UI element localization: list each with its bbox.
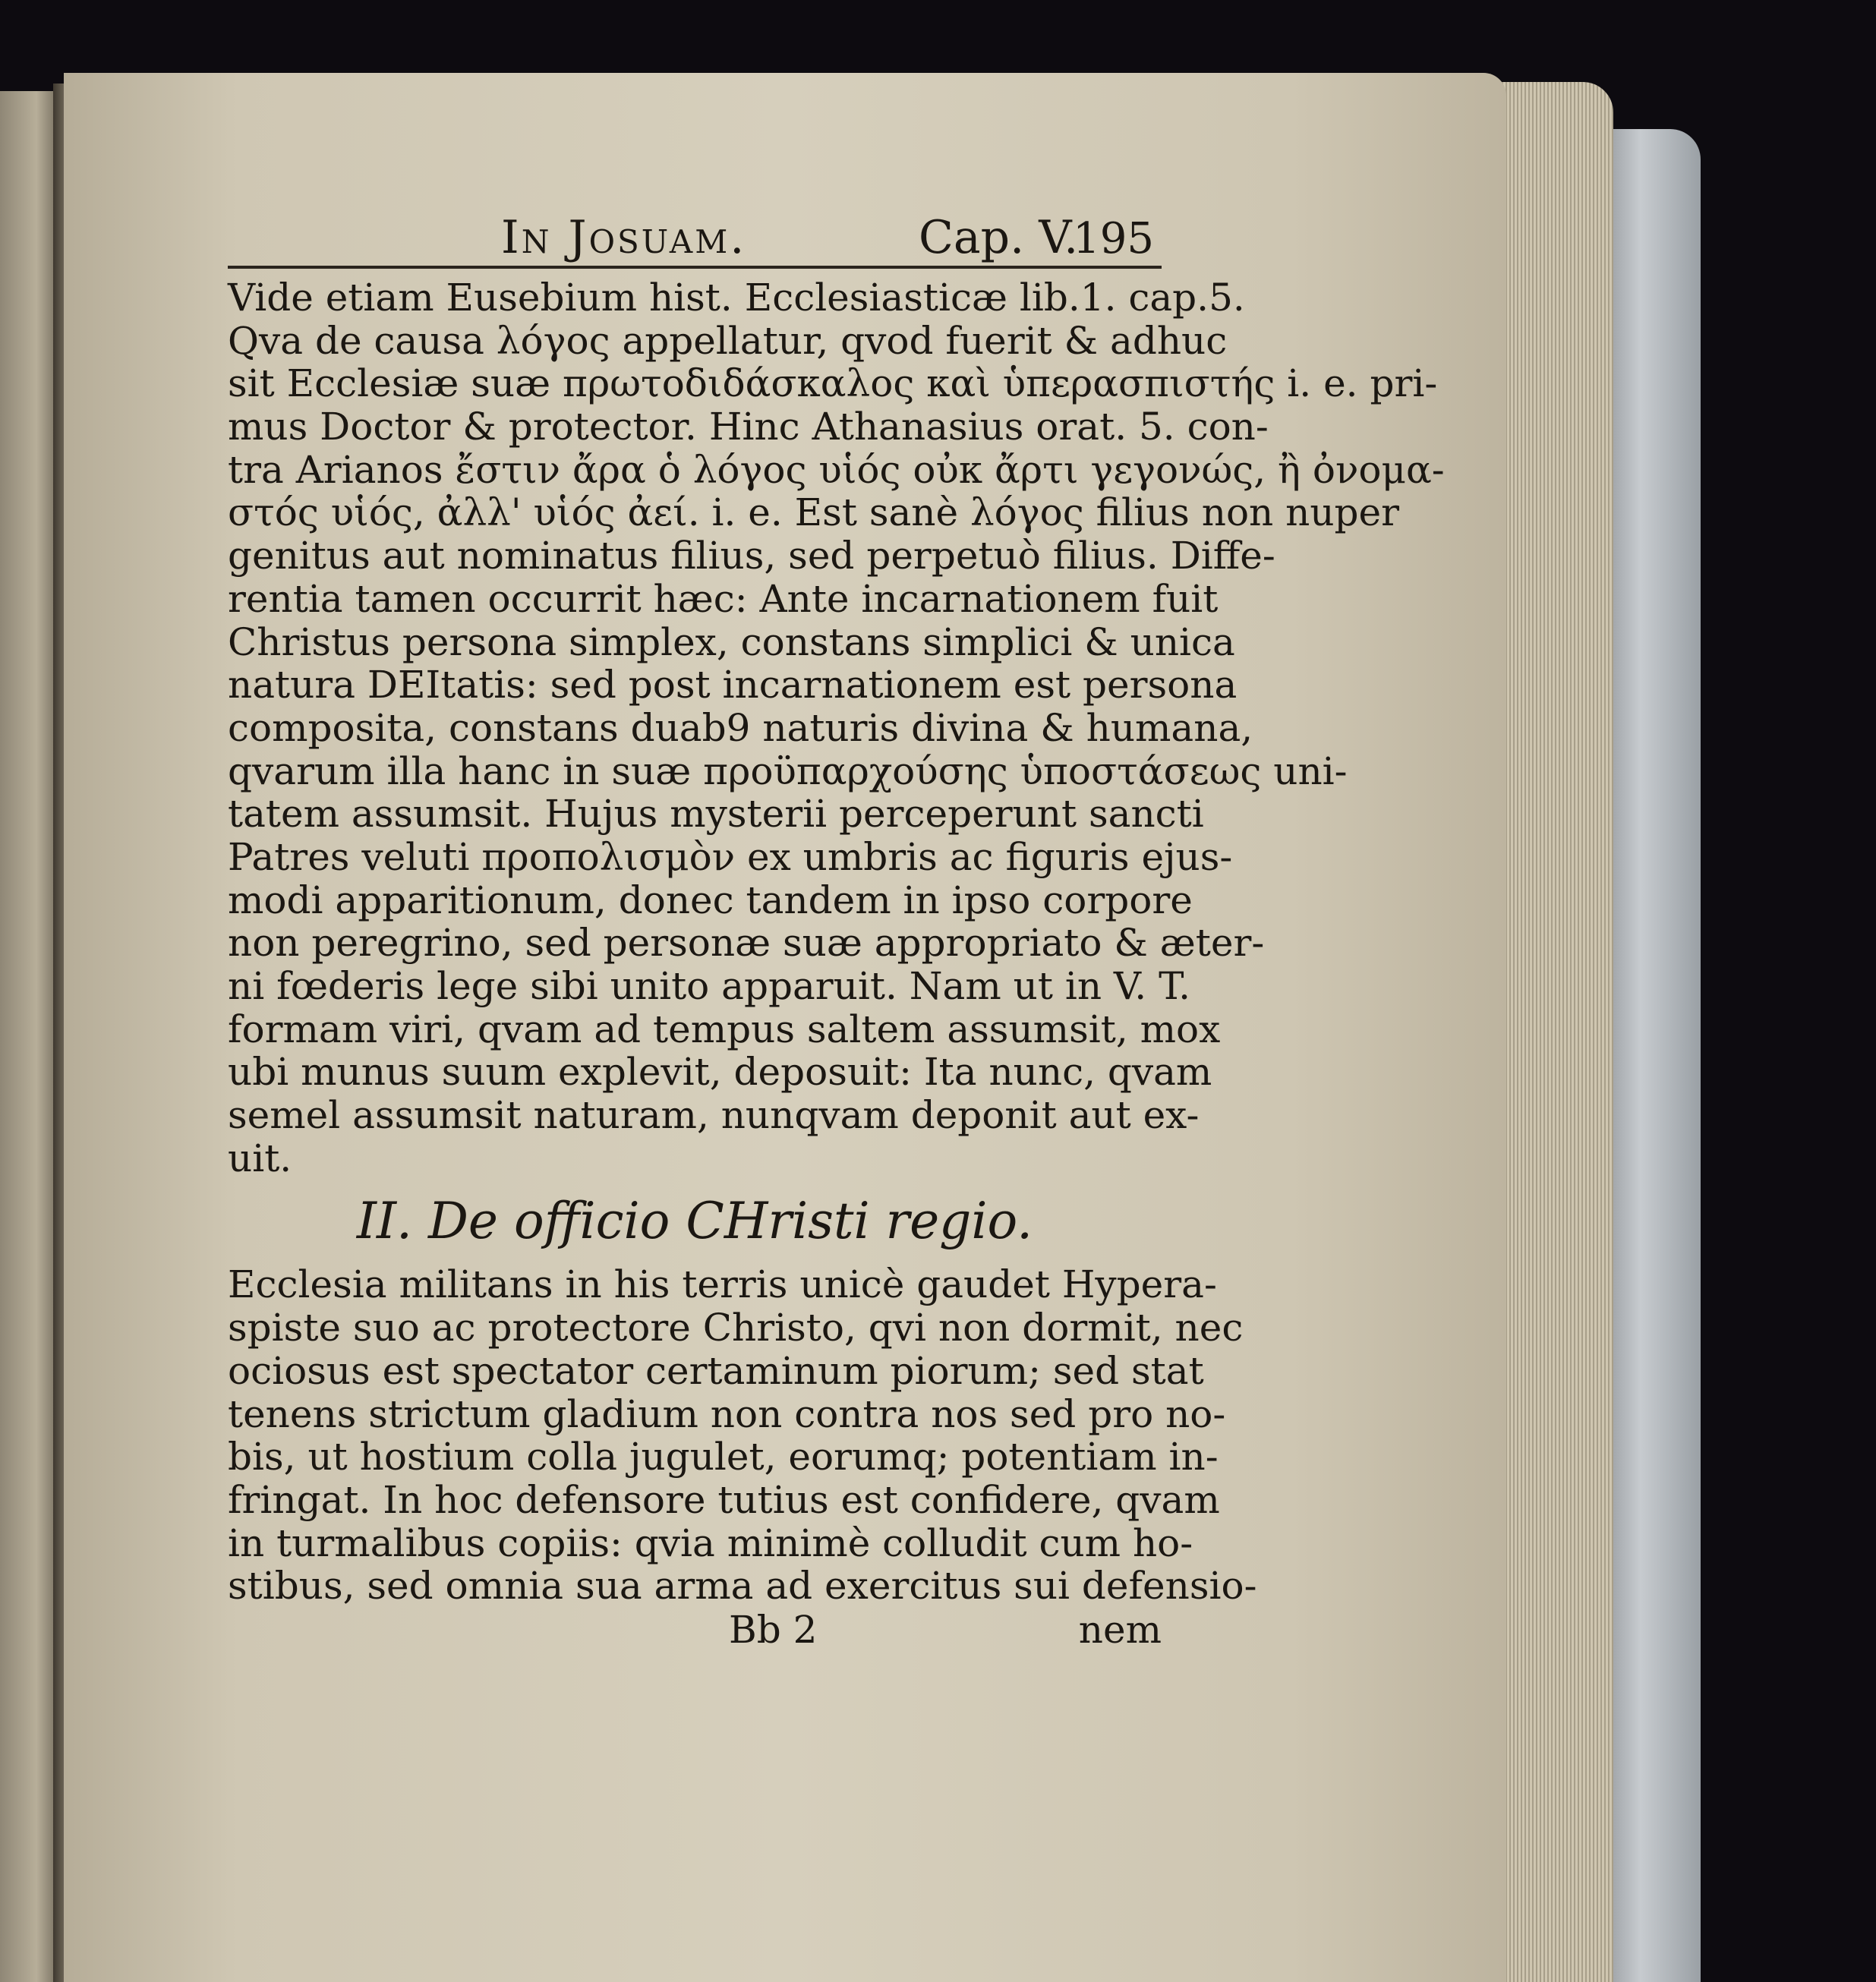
page-number: 195 xyxy=(1073,214,1154,263)
text-line: spiste suo ac protectore Christo, qvi non dormit, nec xyxy=(228,1306,1244,1350)
text-line: Qva de causa λόγος appellatur, qvod fuerit & adhuc xyxy=(228,318,1228,363)
text-line: rentia tamen occurrit hæc: Ante incarnationem fuit xyxy=(228,576,1219,621)
text-line: stibus, sed omnia sua arma ad exercitus sui defensio- xyxy=(228,1564,1257,1609)
catchword: nem xyxy=(1078,1607,1162,1652)
text-line: tra Arianos ἔστιν ἄρα ὁ λόγος υἱός οὐκ ἄρτι γεγονώς, ἢ ὀνομα- xyxy=(228,447,1445,492)
text-line: tatem assumsit. Hujus mysterii perceperunt sancti xyxy=(228,792,1204,837)
text-line: non peregrino, sed personæ suæ appropriato & æter- xyxy=(228,921,1265,966)
text-line: in turmalibus copiis: qvia minimè colludit cum ho- xyxy=(228,1520,1193,1565)
text-line: ociosus est spectator certaminum piorum; sed stat xyxy=(228,1348,1204,1393)
section-heading: II. De officio CHristi regio. xyxy=(356,1192,1033,1251)
text-line: Vide etiam Eusebium hist. Ecclesiasticæ lib.1. cap.5. xyxy=(228,276,1245,320)
running-head xyxy=(228,205,1162,269)
text-line: formam viri, qvam ad tempus saltem assumsit, mox xyxy=(228,1007,1221,1051)
text-line: Christus persona simplex, constans simplici & unica xyxy=(228,619,1235,664)
text-line: ni fœderis lege sibi unito apparuit. Nam ut in V. T. xyxy=(228,964,1190,1008)
text-line: στός υἱός, ἀλλ' υἱός ἀεί. i. e. Est sanè λόγος filius non nuper xyxy=(228,490,1400,535)
signature-mark: Bb 2 xyxy=(729,1607,818,1652)
text-line: ubi munus suum explevit, deposuit: Ita nunc, qvam xyxy=(228,1050,1212,1095)
paragraph-2 xyxy=(228,1262,1257,1609)
text-line: fringat. In hoc defensore tutius est confidere, qvam xyxy=(228,1477,1220,1522)
text-line: bis, ut hostium colla jugulet, eorumq; potentiam in- xyxy=(228,1435,1219,1479)
text-line: uit. xyxy=(228,1136,292,1180)
text-line: natura DEItatis: sed post incarnationem est persona xyxy=(228,663,1238,707)
text-line: sit Ecclesiæ suæ πρωτοδιδάσκαλος καὶ ὑπερασπιστής i. e. pri- xyxy=(228,361,1438,406)
text-line: composita, constans duab9 naturis divina & humana, xyxy=(228,705,1253,750)
text-line: Patres veluti προπολισμὸν ex umbris ac figuris ejus- xyxy=(228,834,1233,879)
text-line: genitus aut nominatus filius, sed perpetuò filius. Diffe- xyxy=(228,534,1275,578)
paragraph-1 xyxy=(228,276,1445,1180)
page-footer xyxy=(228,1608,1162,1653)
facing-page-edge xyxy=(0,91,61,1982)
text-line: mus Doctor & protector. Hinc Athanasius orat. 5. con- xyxy=(228,405,1269,449)
text-block xyxy=(228,205,1445,1653)
chapter-label: Cap. V. xyxy=(919,211,1079,264)
page-fore-edge xyxy=(1499,82,1613,1982)
text-line: modi apparitionum, donec tandem in ipso corpore xyxy=(228,878,1193,922)
running-title: In Josuam. xyxy=(501,211,747,264)
text-line: tenens strictum gladium non contra nos sed pro no- xyxy=(228,1391,1226,1436)
text-line: Ecclesia militans in his terris unicè gaudet Hypera- xyxy=(228,1262,1217,1307)
text-line: semel assumsit naturam, nunqvam deponit aut ex- xyxy=(228,1093,1200,1138)
text-line: qvarum illa hanc in suæ προϋπαρχούσης ὑποστάσεως uni- xyxy=(228,748,1348,793)
